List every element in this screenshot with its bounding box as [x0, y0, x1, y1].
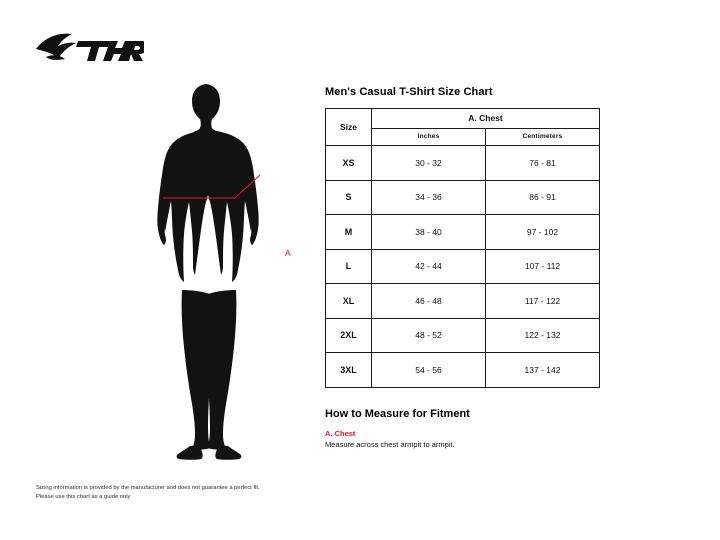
how-to-measure-key: A. Chest [325, 428, 356, 438]
cell-inches: 34 - 36 [372, 180, 486, 215]
table-row [326, 284, 600, 319]
cell-centimeters: 97 - 102 [486, 215, 600, 250]
table-row [326, 146, 600, 181]
table-row [326, 318, 600, 353]
cell-size: L [326, 249, 372, 284]
cell-inches: 42 - 44 [372, 249, 486, 284]
cell-centimeters: 86 - 91 [486, 180, 600, 215]
header-centimeters: Centimeters [486, 128, 600, 145]
cell-size: S [326, 180, 372, 215]
cell-centimeters: 76 - 81 [486, 146, 600, 181]
cell-size: M [326, 215, 372, 250]
footer-line-1: Sizing information is provided by the manufacturer and does not guarantee a perfect fit. [36, 485, 260, 492]
cell-inches: 54 - 56 [372, 353, 486, 388]
cell-inches: 38 - 40 [372, 215, 486, 250]
how-to-measure-title: How to Measure for Fitment [325, 407, 470, 420]
page-title: Men's Casual T-Shirt Size Chart [325, 86, 493, 98]
table-row [326, 249, 600, 284]
chart-column [325, 86, 685, 449]
how-to-measure-description: Measure across chest armpit to armpit. [325, 439, 455, 449]
cell-centimeters: 117 - 122 [486, 284, 600, 319]
header-size: Size [326, 109, 372, 146]
cell-inches: 46 - 48 [372, 284, 486, 319]
cell-size: XL [326, 284, 372, 319]
how-to-measure-section [325, 408, 685, 449]
header-inches: Inches [372, 128, 486, 145]
size-chart-table [325, 108, 600, 388]
cell-size: XS [326, 146, 372, 181]
footer-line-2: Please use this chart as a guide only [36, 494, 131, 501]
cell-inches: 48 - 52 [372, 318, 486, 353]
cell-size: 3XL [326, 353, 372, 388]
body-silhouette [120, 80, 310, 470]
cell-centimeters: 137 - 142 [486, 353, 600, 388]
table-row [326, 353, 600, 388]
table-header-row [326, 109, 600, 129]
cell-inches: 30 - 32 [372, 146, 486, 181]
cell-centimeters: 122 - 132 [486, 318, 600, 353]
table-row [326, 180, 600, 215]
table-row [326, 215, 600, 250]
chest-marker-label: A [285, 248, 291, 258]
cell-centimeters: 107 - 112 [486, 249, 600, 284]
header-chest-group: A. Chest [372, 109, 600, 129]
footer-disclaimer [36, 484, 436, 502]
thor-logo [34, 30, 144, 70]
cell-size: 2XL [326, 318, 372, 353]
